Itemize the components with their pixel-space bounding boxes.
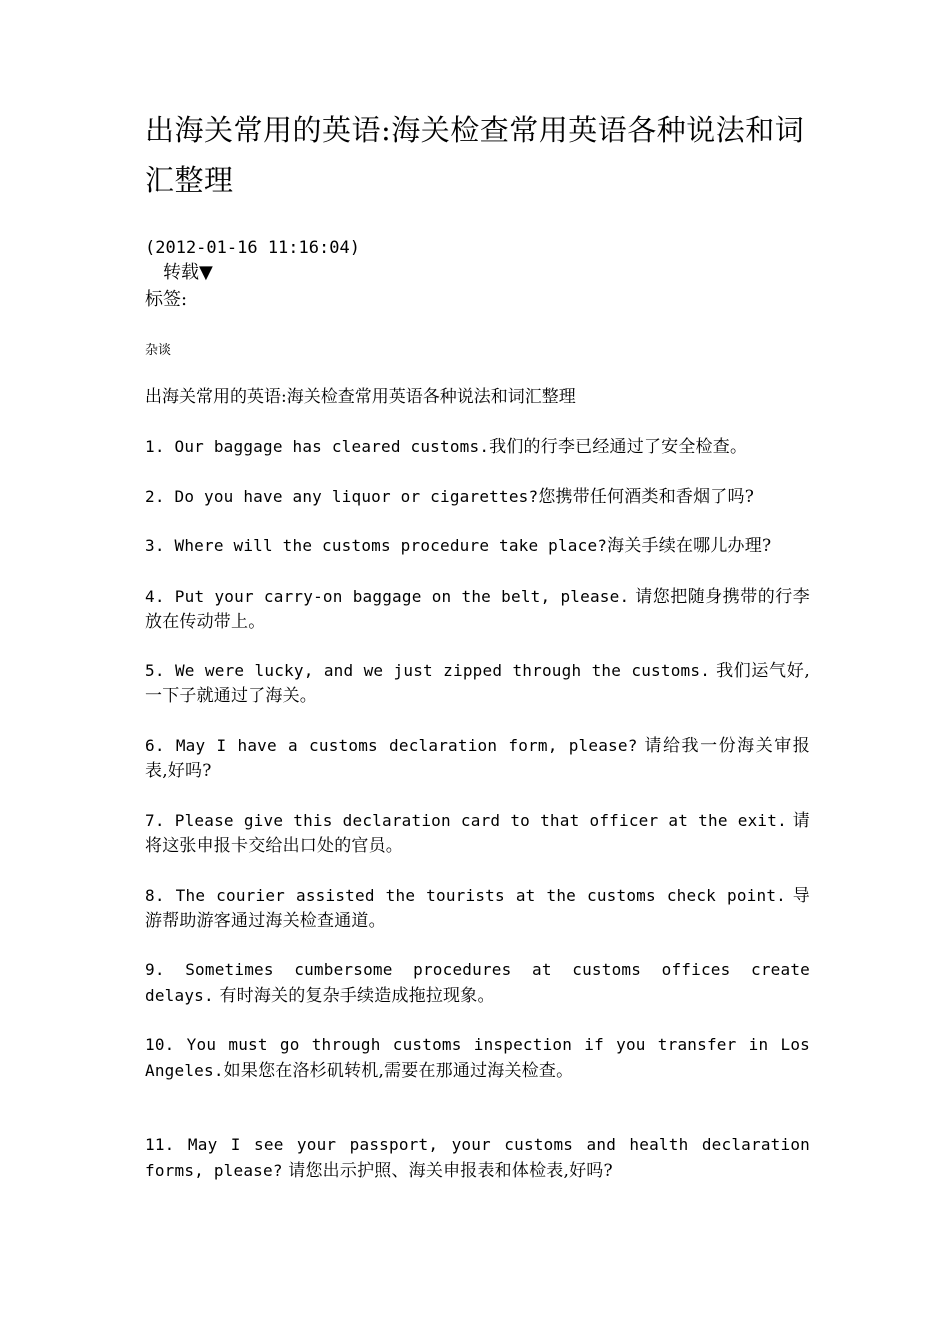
list-item xyxy=(145,658,810,709)
list-item xyxy=(145,957,810,1009)
list-item xyxy=(145,733,810,784)
repost-label: 转载 xyxy=(163,262,199,283)
list-item xyxy=(145,883,810,934)
phrase-english: 3. Where will the customs procedure take place? xyxy=(145,536,608,555)
list-item xyxy=(145,584,810,635)
phrase-english: 7. Please give this declaration card to that officer at the exit. xyxy=(145,811,787,830)
phrase-english: 10. You must go through customs inspection if you transfer in Los Angeles. xyxy=(145,1035,810,1080)
phrase-chinese: 请您把随身携带的行李放在传动带上。 xyxy=(145,587,810,632)
phrase-chinese: 导游帮助游客通过海关检查通道。 xyxy=(145,886,810,931)
phrase-english: 4. Put your carry-on baggage on the belt, please. xyxy=(145,587,630,606)
list-item xyxy=(145,808,810,859)
list-item xyxy=(145,533,810,559)
list-item xyxy=(145,484,810,510)
tags-label: 标签: xyxy=(145,289,188,310)
phrase-chinese: 请将这张申报卡交给出口处的官员。 xyxy=(145,811,810,856)
phrase-chinese: 我们的行李已经通过了安全检查。 xyxy=(489,437,748,457)
phrase-english: 1. Our baggage has cleared customs. xyxy=(145,437,490,456)
phrase-chinese: 请给我一份海关审报表,好吗? xyxy=(145,736,810,781)
phrase-english: 5. We were lucky, and we just zipped through the customs. xyxy=(145,661,711,680)
phrase-english: 11. May I see your passport, your customs and health declaration forms, please? xyxy=(145,1135,810,1180)
phrase-chinese: 如果您在洛杉矶转机,需要在那通过海关检查。 xyxy=(223,1061,574,1081)
phrase-chinese: 我们运气好,一下子就通过了海关。 xyxy=(145,661,810,706)
phrase-english: 6. May I have a customs declaration form, please? xyxy=(145,736,638,755)
phrase-chinese: 请您出示护照、海关申报表和体检表,好吗? xyxy=(282,1161,613,1181)
post-date: (2012-01-16 11:16:04) xyxy=(145,238,360,258)
phrase-english: 9. Sometimes cumbersome procedures at customs offices create delays. xyxy=(145,960,810,1005)
dropdown-arrow-icon: ▼ xyxy=(199,262,213,283)
phrase-english: 8. The courier assisted the tourists at the customs check point. xyxy=(145,886,787,905)
phrase-chinese: 有时海关的复杂手续造成拖拉现象。 xyxy=(213,986,495,1006)
phrase-chinese: 海关手续在哪儿办理? xyxy=(607,536,772,556)
phrase-english: 2. Do you have any liquor or cigarettes? xyxy=(145,487,539,506)
list-item xyxy=(145,1032,810,1084)
phrase-chinese: 您携带任何酒类和香烟了吗? xyxy=(538,487,755,507)
page-title: 出海关常用的英语:海关检查常用英语各种说法和词汇整理 xyxy=(145,113,805,197)
list-item xyxy=(145,434,810,460)
list-item xyxy=(145,1132,810,1184)
category-tag[interactable]: 杂谈 xyxy=(145,343,172,358)
article-subtitle: 出海关常用的英语:海关检查常用英语各种说法和词汇整理 xyxy=(145,387,576,407)
repost-link[interactable] xyxy=(163,261,213,285)
